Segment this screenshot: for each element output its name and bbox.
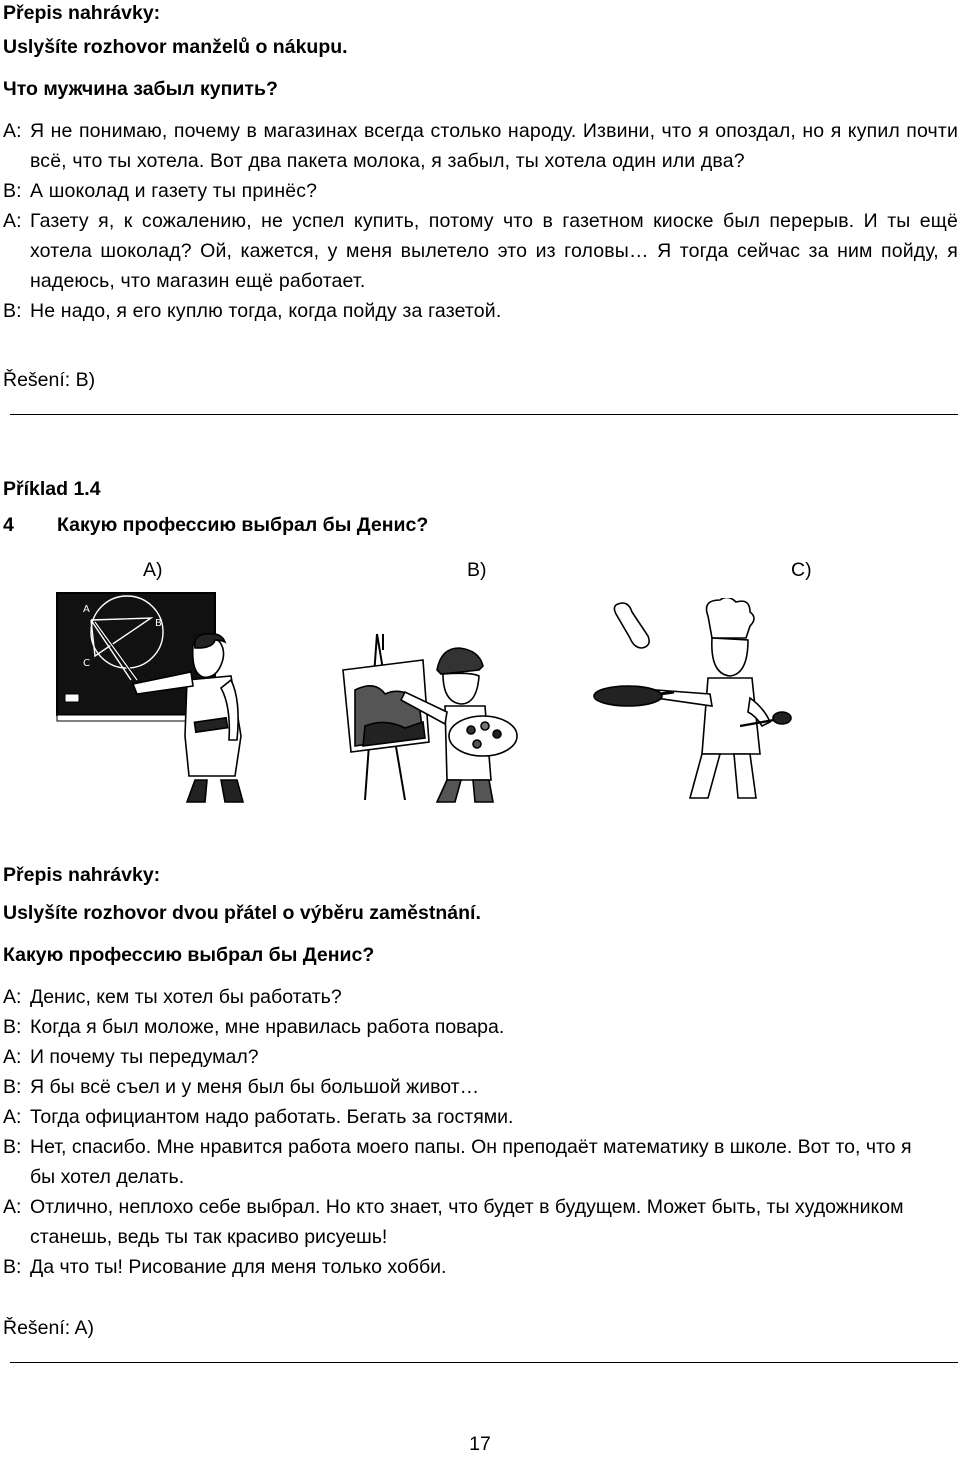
dialogue-text: Я бы всё съел и у меня был бы большой живот… (30, 1076, 480, 1098)
transcript-intro: Uslyšíte rozhovor manželů o nákupu. (3, 36, 348, 58)
transcript-heading: Přepis nahrávky: (3, 2, 161, 24)
example-number: 4 (3, 514, 14, 536)
dialogue-line (3, 1102, 938, 1132)
solution-text: Řešení: B) (3, 369, 96, 391)
dialogue-2 (3, 982, 938, 1282)
dialogue-text: И почему ты передумал? (30, 1046, 259, 1068)
divider-2 (10, 1362, 958, 1363)
option-a-label: A) (143, 559, 163, 581)
transcript-intro-2: Uslyšíte rozhovor dvou přátel o výběru zaměstnání. (3, 902, 481, 924)
dialogue-text: Когда я был моложе, мне нравилась работа повара. (30, 1016, 505, 1038)
dialogue-line (3, 296, 958, 326)
speaker-label: B: (3, 1136, 22, 1158)
dialogue-text: Газету я, к сожалению, не успел купить, потому что в газетном киоске был перерыв. И ты ещё хотела шоколад? Ой, кажется, у меня вылетело это из головы… Я тогда сейчас за ним пойду, я надеюсь, что магазин ещё работает. (30, 210, 958, 292)
dialogue-text: Отлично, неплохо себе выбрал. Но кто знает, что будет в будущем. Может быть, ты художником станешь, ведь ты так красиво рисуешь! (30, 1196, 904, 1248)
dialogue-text: Тогда официантом надо работать. Бегать за гостями. (30, 1106, 514, 1128)
speaker-label: B: (3, 1256, 22, 1278)
svg-text:A: A (83, 604, 90, 615)
svg-text:C: C (83, 658, 90, 669)
svg-text:B: B (155, 618, 162, 629)
speaker-label: A: (3, 1046, 22, 1068)
painter-at-easel-icon (325, 630, 535, 805)
question-text: Что мужчина забыл купить? (3, 78, 278, 100)
cook-with-pan-icon (590, 598, 800, 808)
option-c-label: C) (791, 559, 812, 581)
speaker-label: B: (3, 1016, 22, 1038)
example-question: Какую профессию выбрал бы Денис? (57, 514, 429, 536)
dialogue-1 (3, 116, 958, 326)
dialogue-text: Нет, спасибо. Мне нравится работа моего папы. Он преподаёт математику в школе. Вот то, что я бы хотел делать. (30, 1136, 912, 1188)
example-title: Příklad 1.4 (3, 478, 101, 500)
dialogue-text: Денис, кем ты хотел бы работать? (30, 986, 342, 1008)
solution-text-2: Řešení: A) (3, 1317, 95, 1339)
speaker-label: A: (3, 120, 22, 142)
dialogue-text: Да что ты! Рисование для меня только хобби. (30, 1256, 447, 1278)
option-b-label: B) (467, 559, 487, 581)
speaker-label: B: (3, 180, 22, 202)
transcript-heading-2: Přepis nahrávky: (3, 864, 161, 886)
dialogue-line (3, 116, 958, 176)
dialogue-line (3, 1132, 938, 1192)
dialogue-text: Не надо, я его куплю тогда, когда пойду за газетой. (30, 300, 502, 322)
speaker-label: A: (3, 210, 22, 232)
page-number: 17 (469, 1433, 491, 1455)
dialogue-line (3, 982, 938, 1012)
divider (10, 414, 958, 415)
question-text-2: Какую профессию выбрал бы Денис? (3, 944, 375, 966)
dialogue-line (3, 1042, 938, 1072)
dialogue-line (3, 1072, 938, 1102)
teacher-at-blackboard-icon (55, 590, 265, 805)
dialogue-line (3, 206, 958, 296)
dialogue-text: Я не понимаю, почему в магазинах всегда столько народу. Извини, что я опоздал, но я купил почти всё, что ты хотела. Вот два пакета молока, я забыл, ты хотела один или два? (30, 120, 958, 172)
dialogue-line (3, 1192, 938, 1252)
speaker-label: B: (3, 1076, 22, 1098)
speaker-label: A: (3, 1196, 22, 1218)
dialogue-line (3, 176, 958, 206)
dialogue-line (3, 1012, 938, 1042)
dialogue-text: А шоколад и газету ты принёс? (30, 180, 318, 202)
speaker-label: A: (3, 1106, 22, 1128)
speaker-label: B: (3, 300, 22, 322)
dialogue-line (3, 1252, 938, 1282)
speaker-label: A: (3, 986, 22, 1008)
